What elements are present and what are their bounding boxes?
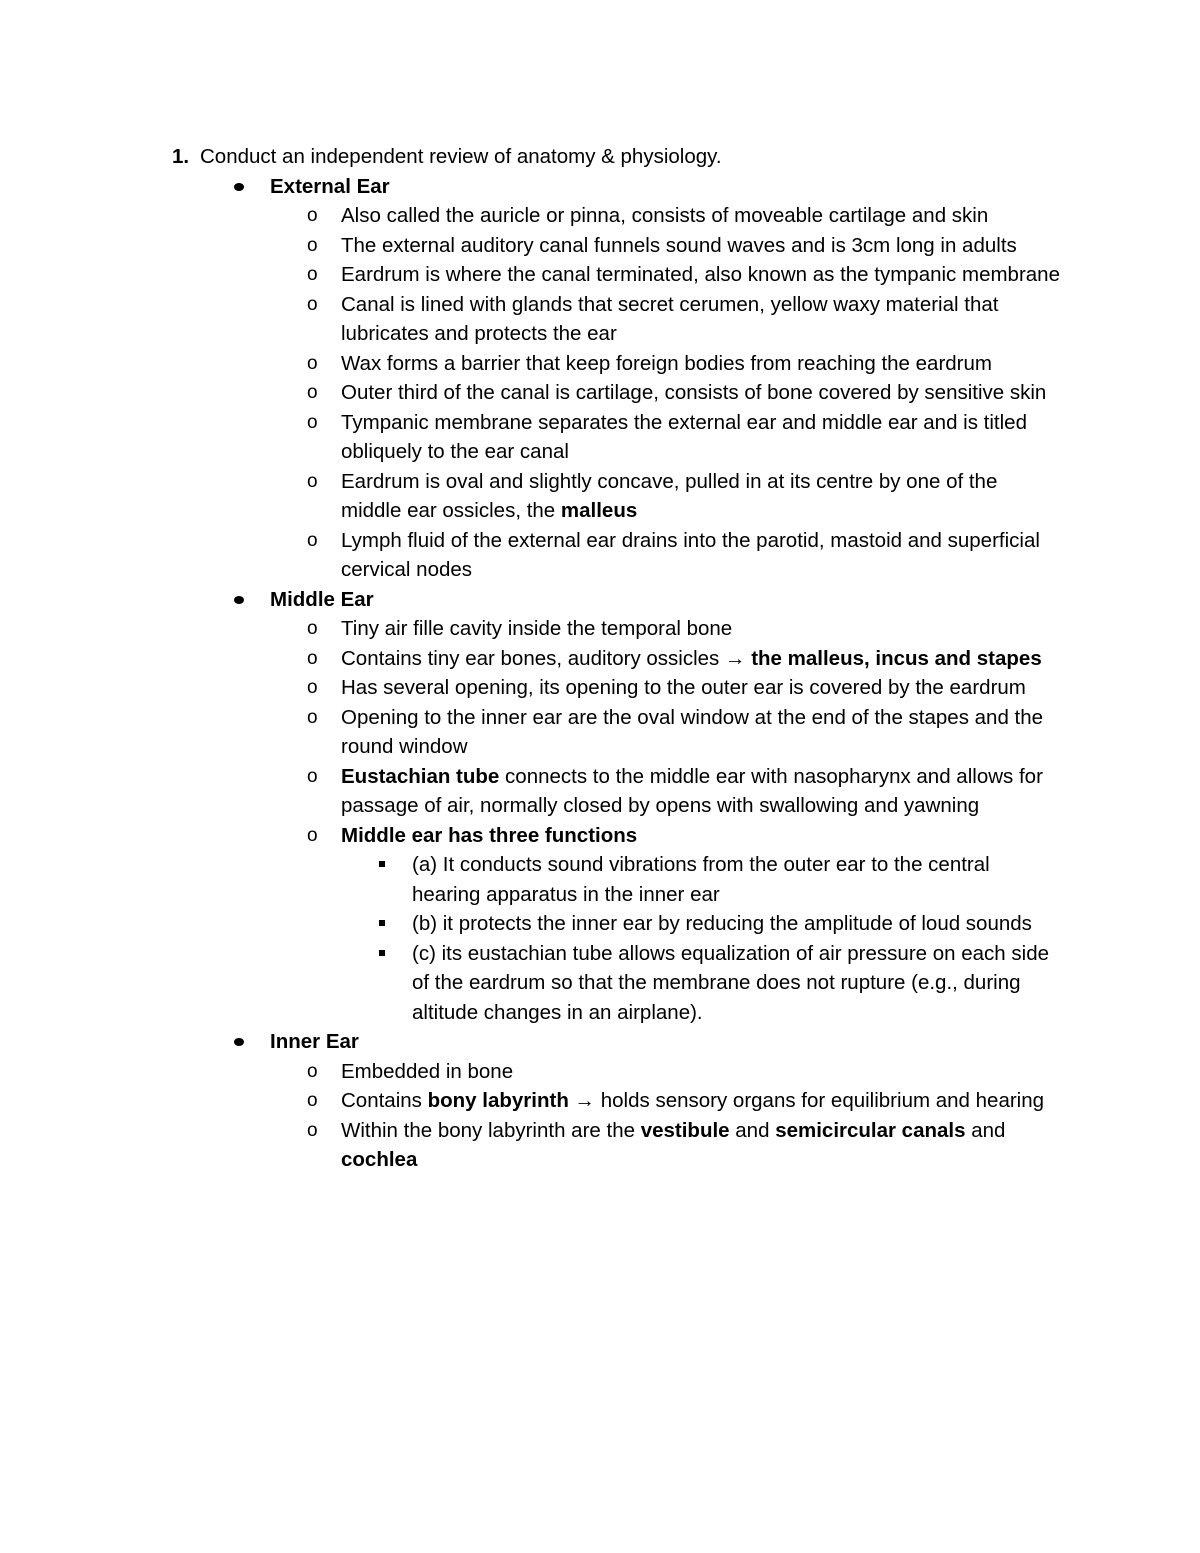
circle-bullet-icon: o [307, 352, 318, 374]
term-vestibule: vestibule [640, 1118, 730, 1142]
list-item: o The external auditory canal funnels sound waves and is 3cm long in adults [172, 231, 1072, 261]
list-item-within: o Within the bony labyrinth are the vestibule and semicircular canals and cochlea [172, 1116, 1072, 1175]
arrow-right-icon: → [725, 646, 746, 670]
list-item: o Wax forms a barrier that keep foreign bodies from reaching the eardrum [172, 349, 1072, 379]
term-bony-labyrinth: bony labyrinth [427, 1089, 569, 1112]
square-bullet-icon [379, 950, 385, 956]
section-heading-inner-ear: Inner Ear [172, 1027, 1072, 1057]
term-eustachian-tube: Eustachian tube [341, 764, 500, 788]
circle-bullet-icon: o [307, 264, 318, 285]
term-semicircular-canals: semicircular canals [775, 1118, 966, 1142]
item-text: Conduct an independent review of anatomy & physiology. [200, 145, 722, 168]
list-item-labyrinth: o Contains bony labyrinth → holds sensory organs for equilibrium and hearing [172, 1086, 1072, 1116]
square-bullet-icon [379, 861, 385, 867]
circle-bullet-icon: o [307, 382, 318, 403]
list-item: o Also called the auricle or pinna, consists of moveable cartilage and skin [172, 201, 1072, 231]
item-number: 1. [172, 145, 190, 168]
circle-bullet-icon: o [307, 293, 318, 315]
term-ossicles: the malleus, incus and stapes [745, 646, 1042, 670]
circle-bullet-icon: o [307, 647, 318, 669]
list-item: o Has several opening, its opening to the outer ear is covered by the eardrum [172, 673, 1072, 703]
circle-bullet-icon: o [307, 765, 318, 787]
circle-bullet-icon: o [307, 618, 318, 639]
circle-bullet-icon: o [307, 1090, 318, 1111]
list-item-eustachian: o Eustachian tube connects to the middle ear with nasopharynx and allows for passage of air, normally closed by opens with swallowing and yawning [172, 762, 1072, 821]
term-cochlea: cochlea [341, 1148, 418, 1171]
section-heading-middle-ear: Middle Ear [172, 585, 1072, 615]
bullet-icon [234, 596, 244, 604]
circle-bullet-icon: o [307, 470, 318, 492]
list-item: o Eardrum is where the canal terminated, also known as the tympanic membrane [172, 260, 1072, 290]
list-item: o Opening to the inner ear are the oval window at the end of the stapes and the round window [172, 703, 1072, 762]
circle-bullet-icon: o [307, 677, 318, 698]
list-item-functions: o Middle ear has three functions [172, 821, 1072, 851]
circle-bullet-icon: o [307, 706, 318, 728]
sub-list-item: (a) It conducts sound vibrations from the outer ear to the central hearing apparatus in the inner ear [172, 850, 1072, 909]
sub-list-item: (c) its eustachian tube allows equalization of air pressure on each side of the eardrum so that the membrane does not rupture (e.g., during altitude changes in an airplane). [172, 939, 1072, 1028]
list-item: o Tympanic membrane separates the external ear and middle ear and is titled obliquely to the ear canal [172, 408, 1072, 467]
bullet-icon [234, 1038, 244, 1046]
section-heading-external-ear: External Ear [172, 172, 1072, 202]
bullet-icon [234, 183, 244, 191]
list-item-ossicles: o Contains tiny ear bones, auditory ossicles → the malleus, incus and stapes [172, 644, 1072, 674]
term-malleus: malleus [560, 499, 638, 522]
sub-list-item: (b) it protects the inner ear by reducing the amplitude of loud sounds [172, 909, 1072, 939]
list-item: o Canal is lined with glands that secret cerumen, yellow waxy material that lubricates and protects the ear [172, 290, 1072, 349]
circle-bullet-icon: o [307, 824, 318, 846]
circle-bullet-icon: o [307, 1119, 318, 1141]
circle-bullet-icon: o [307, 411, 318, 433]
circle-bullet-icon: o [307, 205, 318, 226]
list-item: o Outer third of the canal is cartilage, consists of bone covered by sensitive skin [172, 378, 1072, 408]
list-item: o Tiny air fille cavity inside the temporal bone [172, 614, 1072, 644]
document-body [172, 142, 1072, 1175]
list-item: o Lymph fluid of the external ear drains into the parotid, mastoid and superficial cervical nodes [172, 526, 1072, 585]
list-item: o Embedded in bone [172, 1057, 1072, 1087]
list-item-malleus: o Eardrum is oval and slightly concave, pulled in at its centre by one of the middle ear ossicles, the malleus [172, 467, 1072, 526]
circle-bullet-icon: o [307, 1060, 318, 1082]
circle-bullet-icon: o [307, 234, 318, 256]
square-bullet-icon [379, 920, 385, 926]
arrow-right-icon: → [568, 1089, 596, 1112]
circle-bullet-icon: o [307, 529, 318, 551]
numbered-item-1 [172, 142, 1072, 172]
